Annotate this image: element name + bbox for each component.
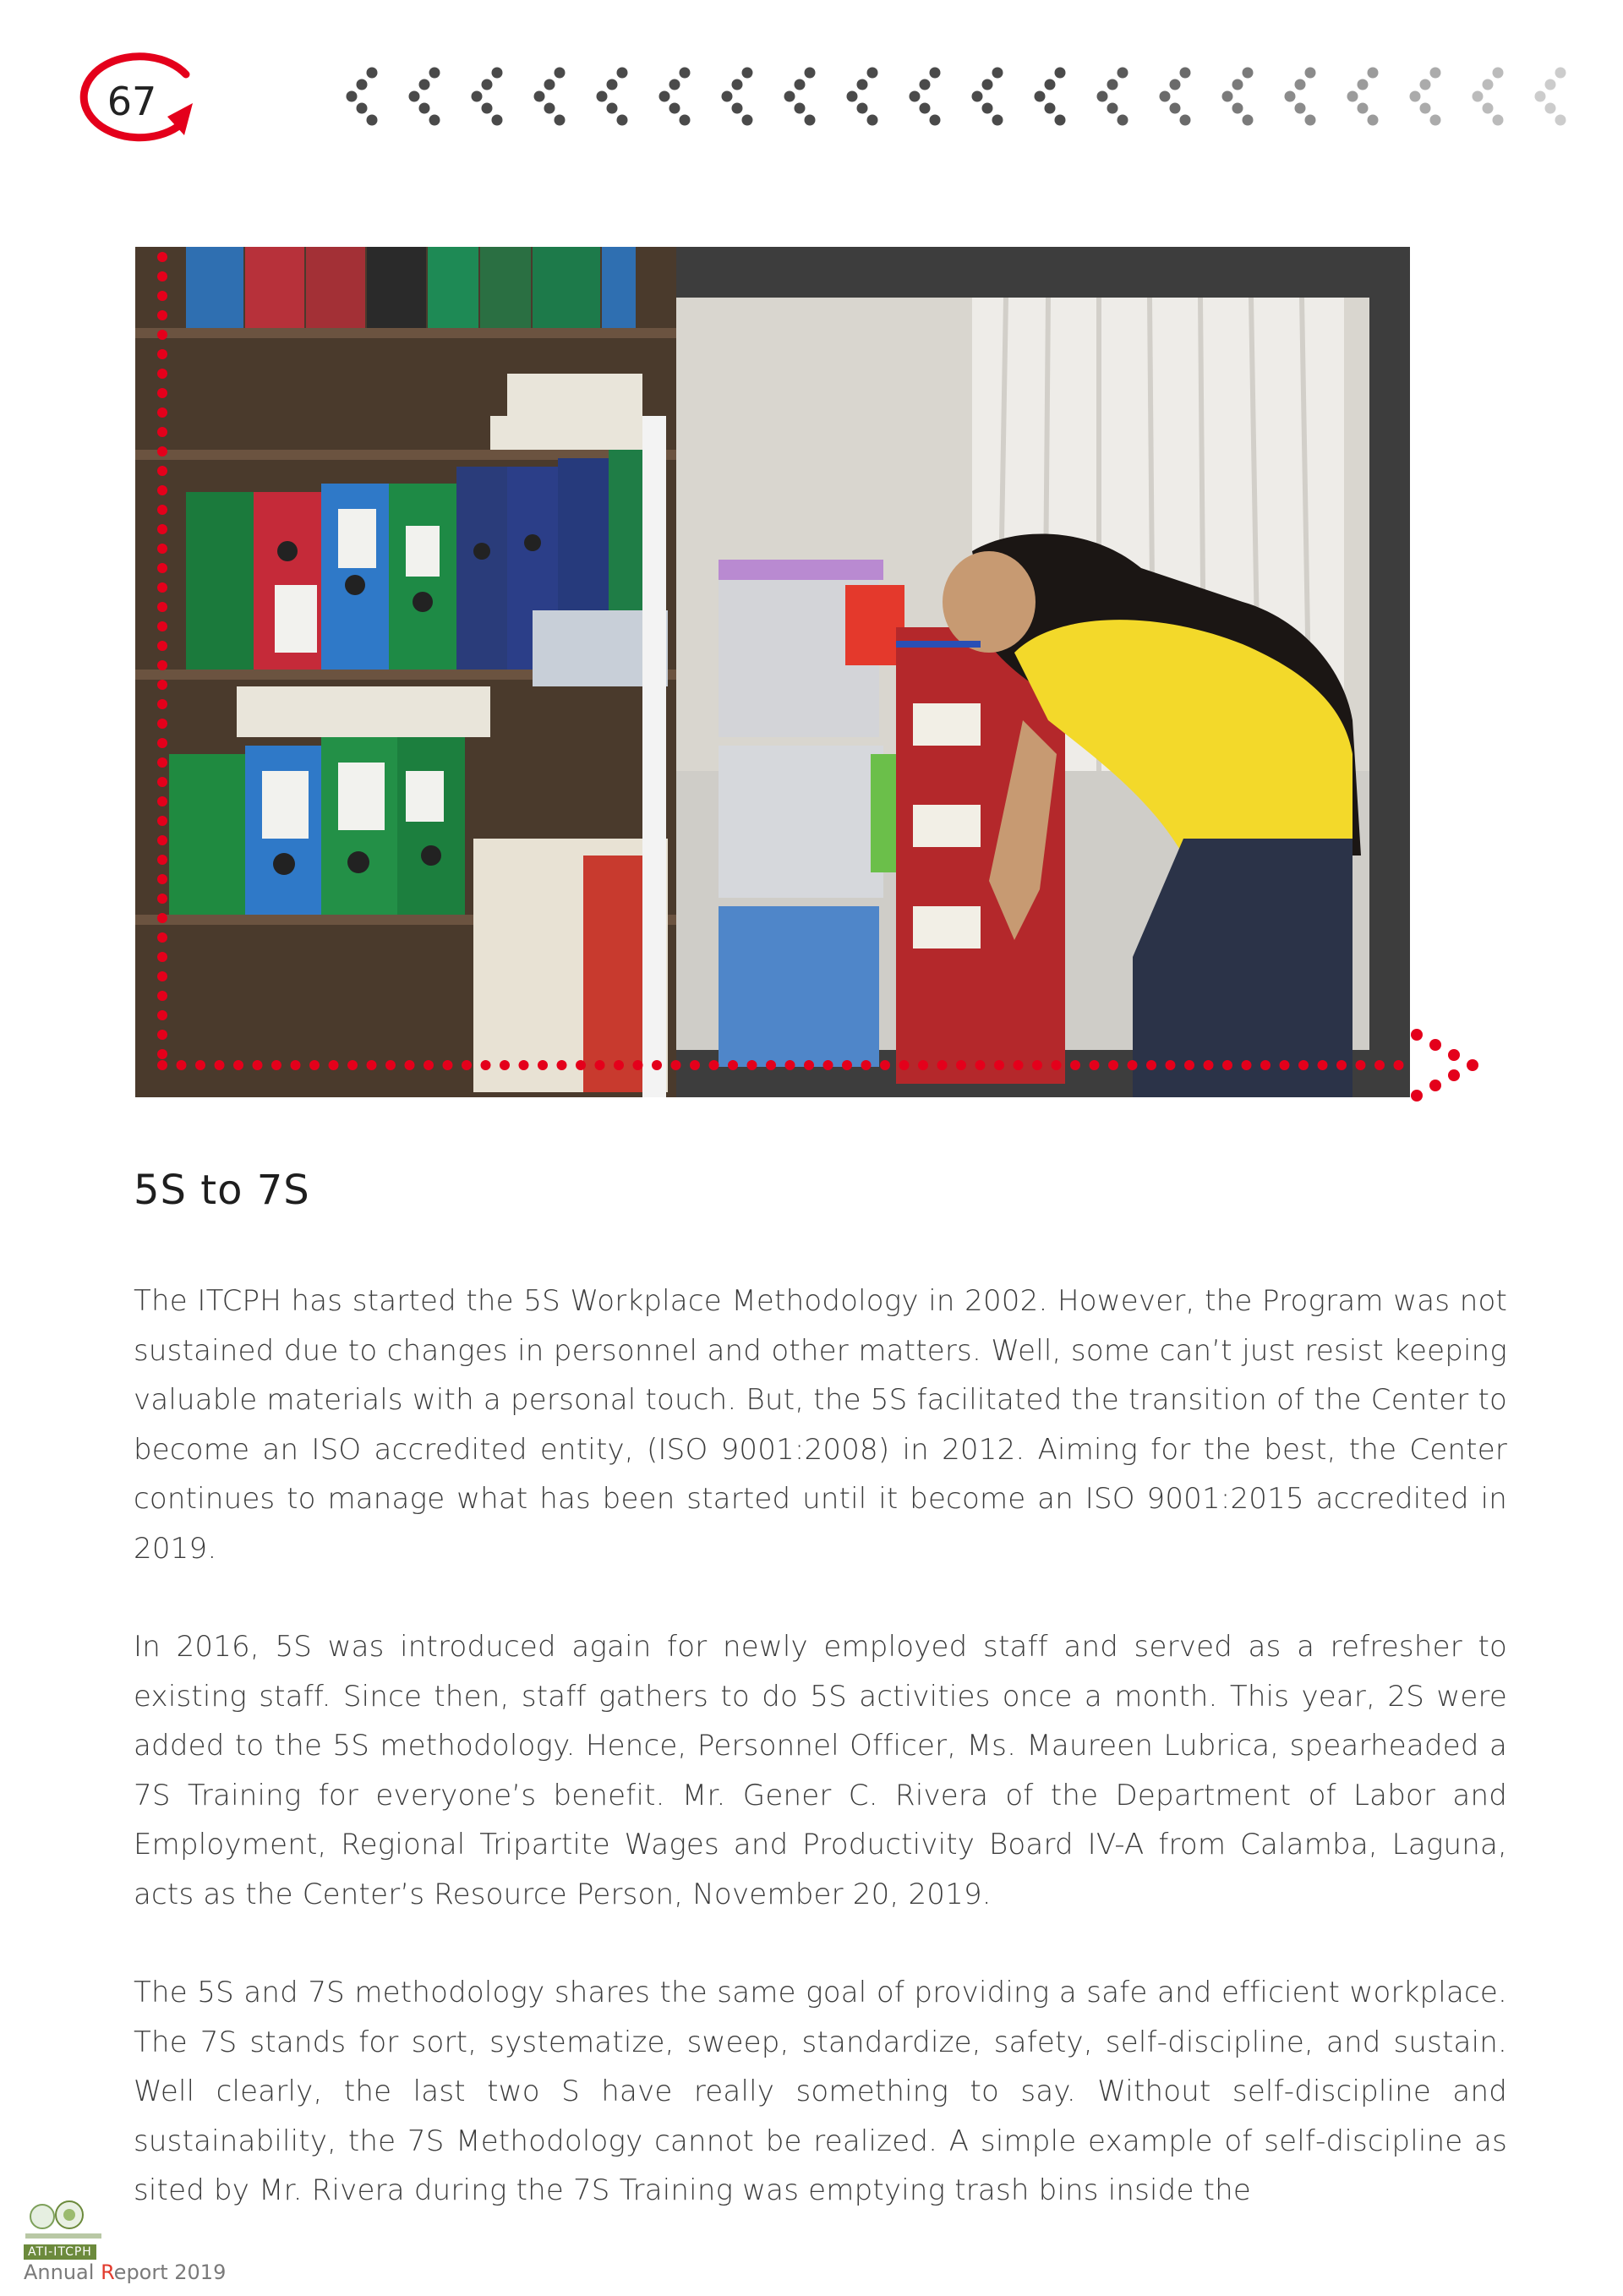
article-photo: [135, 247, 1410, 1097]
frame-dot: [1429, 1080, 1441, 1091]
frame-dot: [1411, 1090, 1423, 1102]
frame-dot: [1448, 1069, 1460, 1081]
chevron-mark: [659, 68, 691, 126]
chevron-mark: [472, 68, 503, 126]
org-name-tag: ATI-ITCPH: [24, 2244, 96, 2260]
chevron-mark: [347, 68, 378, 126]
chevron-mark: [910, 68, 941, 126]
paragraph-1: The ITCPH has started the 5S Workplace Methodology in 2002. However, the Program was not sustained due to changes in personnel and other matters. Well, some can’t just resist keeping valuable materials with a personal touch. But, the 5S facilitated the transition of the Center to become an ISO accredited entity, (ISO 9001:2008) in 2012. Aiming for the best, the Center continues to manage what has been started until it become an ISO 9001:2015 accredited in 2019.: [134, 1284, 1507, 1566]
frame-dot: [1429, 1039, 1441, 1051]
chevron-mark: [1285, 68, 1316, 126]
page-number-badge: [59, 42, 203, 152]
chevron-mark: [972, 68, 1003, 126]
chevron-mark: [1035, 68, 1066, 126]
chevron-band-icon: [338, 59, 1589, 135]
report-prefix: Annual: [24, 2260, 101, 2284]
report-accent-letter: R: [101, 2260, 114, 2284]
chevron-mark: [409, 68, 440, 126]
chevron-mark: [1222, 68, 1254, 126]
chevron-mark: [784, 68, 816, 126]
chevron-mark: [1410, 68, 1441, 126]
chevron-mark: [597, 68, 628, 126]
article-title: 5S to 7S: [134, 1167, 310, 1214]
chevron-mark: [1097, 68, 1128, 126]
chevron-mark: [722, 68, 753, 126]
chevron-mark: [534, 68, 566, 126]
chevron-mark: [847, 68, 878, 126]
photo-illustration: [135, 247, 1410, 1097]
frame-dot: [1448, 1049, 1460, 1061]
frame-dot: [1467, 1059, 1478, 1071]
report-suffix: eport 2019: [113, 2260, 227, 2284]
chevron-mark: [1473, 68, 1504, 126]
page-number: 67: [107, 79, 157, 124]
paragraph-2: In 2016, 5S was introduced again for newly employed staff and served as a refresher to existing staff. Since then, staff gathers to do 5S activities once a month. This year, 2S were added to the 5S methodology. Hence, Personnel Officer, Ms. Maureen Lubrica, spearheaded a 7S Training for everyone’s benefit. Mr. Gener C. Rivera of the Department of Labor and Employment, Regional Tripartite Wages and Productivity Board IV-A from Calamba, Laguna, acts as the Center’s Resource Person, November 20, 2019.: [134, 1630, 1507, 1911]
frame-dot: [1411, 1029, 1423, 1041]
chevron-mark: [1347, 68, 1379, 126]
chevron-mark: [1160, 68, 1191, 126]
paragraph-3: The 5S and 7S methodology shares the same goal of providing a safe and efficient workplace. The 7S stands for sort, systematize, sweep, standardize, safety, self-discipline, and sustain. Well clearly, the last two S have really something to say. Without self-discipline and sustainability, the 7S Methodology cannot be realized. A simple example of self-discipline as sited by Mr. Rivera during the 7S Training was emptying trash bins inside the: [134, 1976, 1507, 2207]
chevron-mark: [1535, 68, 1566, 126]
article-body: [134, 1276, 1507, 2265]
annual-report-label: [24, 2260, 226, 2284]
